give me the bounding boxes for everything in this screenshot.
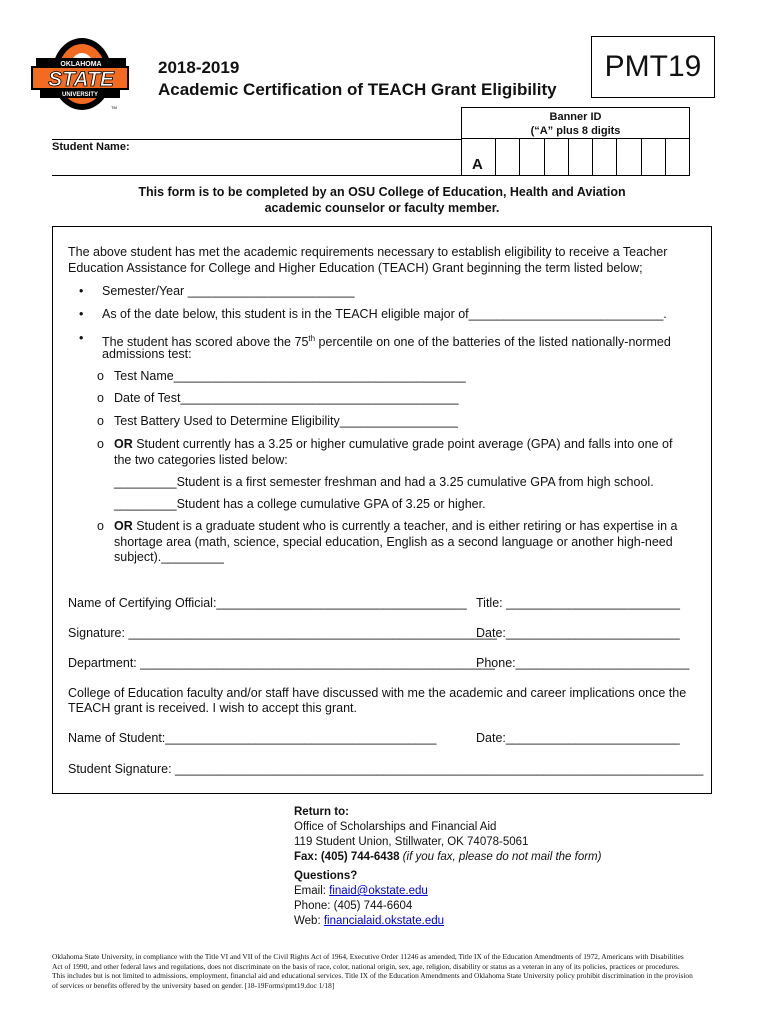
fax-number: Fax: (405) 744-6438 <box>294 851 400 863</box>
phone-field[interactable]: Phone:_________________________ <box>476 656 690 670</box>
banner-id-label <box>461 107 690 139</box>
web-label: Web: <box>294 915 324 927</box>
return-fax <box>294 850 601 865</box>
banner-id-label-line2: (“A” plus 8 digits <box>530 125 621 137</box>
acknowledgement-line2: TEACH grant is received. I wish to accept this grant. <box>68 701 358 715</box>
certifying-official-field[interactable]: Name of Certifying Official:____________________________________ <box>68 596 467 610</box>
circle-bullet-icon: o <box>97 414 104 428</box>
student-date-field[interactable]: Date:_________________________ <box>476 731 680 745</box>
college-gpa-category-field[interactable]: _________Student has a college cumulative GPA of 3.25 or higher. <box>114 497 486 511</box>
banner-digit-7[interactable] <box>641 139 665 175</box>
banner-digit-3[interactable] <box>544 139 568 175</box>
osu-logo <box>30 36 130 112</box>
banner-digit-8[interactable] <box>665 139 689 175</box>
banner-digit-5[interactable] <box>592 139 616 175</box>
banner-digit-1[interactable] <box>495 139 519 175</box>
logo-text-main: STATE <box>48 68 114 91</box>
freshman-category-field[interactable]: _________Student is a first semester freshman and had a 3.25 cumulative GPA from high school. <box>114 475 654 489</box>
form-title: Academic Certification of TEACH Grant Eligibility <box>158 80 557 99</box>
circle-bullet-icon: o <box>97 519 104 533</box>
circle-bullet-icon: o <box>97 437 104 451</box>
footer-line3: This includes but is not limited to admissions, employment, financial aid and educational services. Title IX of the Education Amendments and Oklahoma State University policy prohibit discrimination in the provision <box>52 971 693 980</box>
gpa-or: OR <box>114 437 133 451</box>
banner-digit-6[interactable] <box>616 139 640 175</box>
bullet-icon: • <box>79 331 84 345</box>
banner-digit-2[interactable] <box>519 139 543 175</box>
certification-box <box>52 226 712 794</box>
official-title-field[interactable]: Title: _________________________ <box>476 596 680 610</box>
major-field[interactable]: As of the date below, this student is in the TEACH eligible major of____________________________. <box>102 307 667 321</box>
banner-id-digits[interactable] <box>461 139 690 176</box>
web-link[interactable]: financialaid.okstate.edu <box>323 915 445 927</box>
phone-row: Phone: (405) 744-6604 <box>294 900 413 912</box>
test-battery-field[interactable]: Test Battery Used to Determine Eligibility_________________ <box>114 414 458 428</box>
intro-line1: The above student has met the academic requirements necessary to establish eligibility to receive a Teacher <box>68 245 668 259</box>
circle-bullet-icon: o <box>97 369 104 383</box>
bullet-icon: • <box>79 307 84 321</box>
graduate-line2: shortage area (math, science, special education, English as a second language or another high-need <box>114 535 673 549</box>
footer-line4: of services or benefits offered by the university based on gender. [18-19Forms\pmt19.doc 1/18] <box>52 980 335 990</box>
percentile-line2: admissions test: <box>102 347 192 361</box>
fax-note: (if you fax, please do not mail the form) <box>399 851 602 863</box>
acknowledgement-line1: College of Education faculty and/or staff have discussed with me the academic and career implications once the <box>68 686 687 700</box>
logo-text-top: OKLAHOMA <box>60 61 102 68</box>
instructions-line2: academic counselor or faculty member. <box>264 201 500 215</box>
gpa-option <box>114 437 672 453</box>
graduate-option <box>114 519 678 535</box>
intro-line2: Education Assistance for College and Higher Education (TEACH) Grant beginning the term listed below; <box>68 261 643 275</box>
instructions <box>52 184 712 216</box>
student-name-top-rule <box>52 139 461 140</box>
web-row <box>294 914 601 929</box>
gpa-line1: Student currently has a 3.25 or higher cumulative grade point average (GPA) and falls into one of <box>132 437 673 451</box>
return-address: 119 Student Union, Stillwater, OK 74078-5061 <box>294 836 529 848</box>
return-section <box>294 805 601 929</box>
footer-line1: Oklahoma State University, in compliance with the Title VI and VII of the Civil Rights Act of 1964, Executive Order 11246 as amended, Title IX of the Education Amendments of 1972, Americans with Disabilities <box>52 952 684 961</box>
graduate-line1: Student is a graduate student who is currently a teacher, and is either retiring or has expertise in a <box>132 519 678 533</box>
banner-id-prefix: A <box>472 156 483 173</box>
gpa-line2: the two categories listed below: <box>114 453 288 467</box>
test-name-field[interactable]: Test Name__________________________________________ <box>114 369 466 383</box>
student-name-sign-field[interactable]: Name of Student:_______________________________________ <box>68 731 437 745</box>
bullet-icon: • <box>79 284 84 298</box>
banner-digit-4[interactable] <box>568 139 592 175</box>
circle-bullet-icon: o <box>97 391 104 405</box>
nondiscrimination-footer <box>52 952 717 990</box>
signature-field[interactable]: Signature: _____________________________________________________ <box>68 626 497 640</box>
logo-text-bottom: UNIVERSITY <box>61 92 99 98</box>
questions-heading: Questions? <box>294 870 358 882</box>
signature-date-field[interactable]: Date:_________________________ <box>476 626 680 640</box>
return-office: Office of Scholarships and Financial Aid <box>294 821 497 833</box>
form-year: 2018-2019 <box>158 58 240 77</box>
email-label: Email: <box>294 885 330 897</box>
email-link[interactable]: finaid@okstate.edu <box>329 885 428 897</box>
test-date-field[interactable]: Date of Test________________________________________ <box>114 391 459 405</box>
percentile-post: percentile on one of the batteries of the listed nationally-normed <box>315 335 671 350</box>
student-name-label: Student Name: <box>52 141 130 153</box>
banner-id-label-line1: Banner ID <box>549 111 602 123</box>
percentile-sup: th <box>308 334 316 343</box>
instructions-line1: This form is to be completed by an OSU College of Education, Health and Aviation <box>138 185 626 199</box>
semester-year-field[interactable]: Semester/Year ________________________ <box>102 284 355 298</box>
percentile-pre: The student has scored above the 75 <box>102 335 309 350</box>
footer-line2: Act of 1990, and other federal laws and regulations, does not discriminate on the basis of race, color, national origin, sex, age, religion, disability or status as a veteran in any of its policies, practices or procedures. <box>52 961 680 971</box>
student-signature-field[interactable]: Student Signature: ____________________________________________________________________________ <box>68 762 704 776</box>
graduate-subject-field[interactable]: subject)._________ <box>114 550 224 564</box>
student-name-field[interactable] <box>52 175 461 176</box>
logo-tm: TM <box>111 105 117 110</box>
department-field[interactable]: Department: ___________________________________________________ <box>68 656 495 670</box>
return-heading: Return to: <box>294 806 349 818</box>
form-code: PMT19 <box>591 36 715 98</box>
graduate-or: OR <box>114 519 133 533</box>
email-row <box>294 884 601 899</box>
